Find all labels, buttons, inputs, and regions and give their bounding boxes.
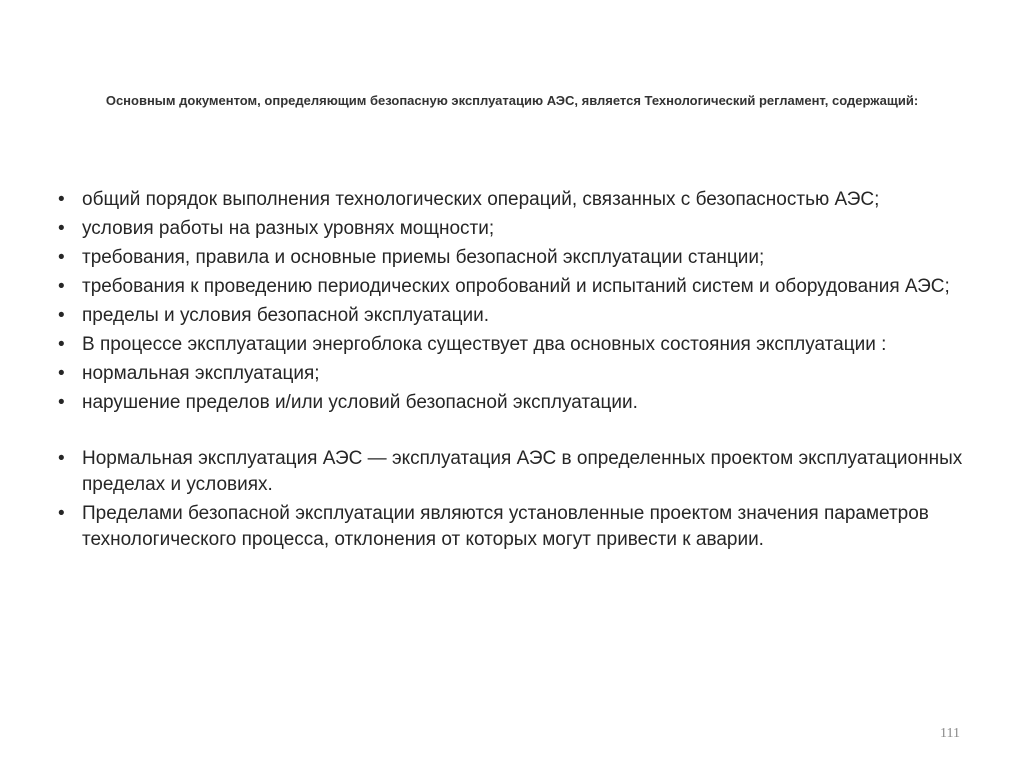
list-item-text: общий порядок выполнения технологических операций, связанных с безопасностью АЭС; <box>82 189 880 210</box>
bullet-list <box>58 187 978 556</box>
list-item <box>58 274 978 300</box>
bullet-icon: • <box>58 218 65 239</box>
list-item-text: требования к проведению периодических опробований и испытаний систем и оборудования АЭС; <box>82 276 950 297</box>
list-item <box>58 245 978 271</box>
list-item <box>58 216 978 242</box>
list-item-text: нарушение пределов и/или условий безопасной эксплуатации. <box>82 392 638 413</box>
bullet-icon: • <box>58 503 65 524</box>
list-item <box>58 332 978 358</box>
bullet-icon: • <box>58 448 65 469</box>
list-item <box>58 187 978 213</box>
page-number: 111 <box>940 726 960 741</box>
list-item <box>58 446 978 498</box>
list-item <box>58 361 978 387</box>
bullet-icon: • <box>58 392 65 413</box>
list-item-text: нормальная эксплуатация; <box>82 363 320 384</box>
bullet-icon: • <box>58 189 65 210</box>
bullet-icon: • <box>58 334 65 355</box>
list-item-text: условия работы на разных уровнях мощности; <box>82 218 495 239</box>
list-item <box>58 501 978 553</box>
list-item-text: требования, правила и основные приемы безопасной эксплуатации станции; <box>82 247 765 268</box>
list-item <box>58 303 978 329</box>
bullet-icon: • <box>58 247 65 268</box>
bullet-icon: • <box>58 276 65 297</box>
list-item-text: В процессе эксплуатации энергоблока существует два основных состояния эксплуатации : <box>82 334 887 355</box>
bullet-icon: • <box>58 363 65 384</box>
list-item <box>58 390 978 416</box>
bullet-icon: • <box>58 305 65 326</box>
slide-title: Основным документом, определяющим безопасную эксплуатацию АЭС, является Технологический регламент, содержащий: <box>105 93 919 108</box>
list-item-text: Пределами безопасной эксплуатации являются установленные проектом значения параметров технологического процесса, отклонения от которых могут привести к аварии. <box>82 503 929 550</box>
list-item-text: Нормальная эксплуатация АЭС — эксплуатация АЭС в определенных проектом эксплуатационных пределах и условиях. <box>82 448 963 495</box>
list-item-text: пределы и условия безопасной эксплуатации. <box>82 305 490 326</box>
